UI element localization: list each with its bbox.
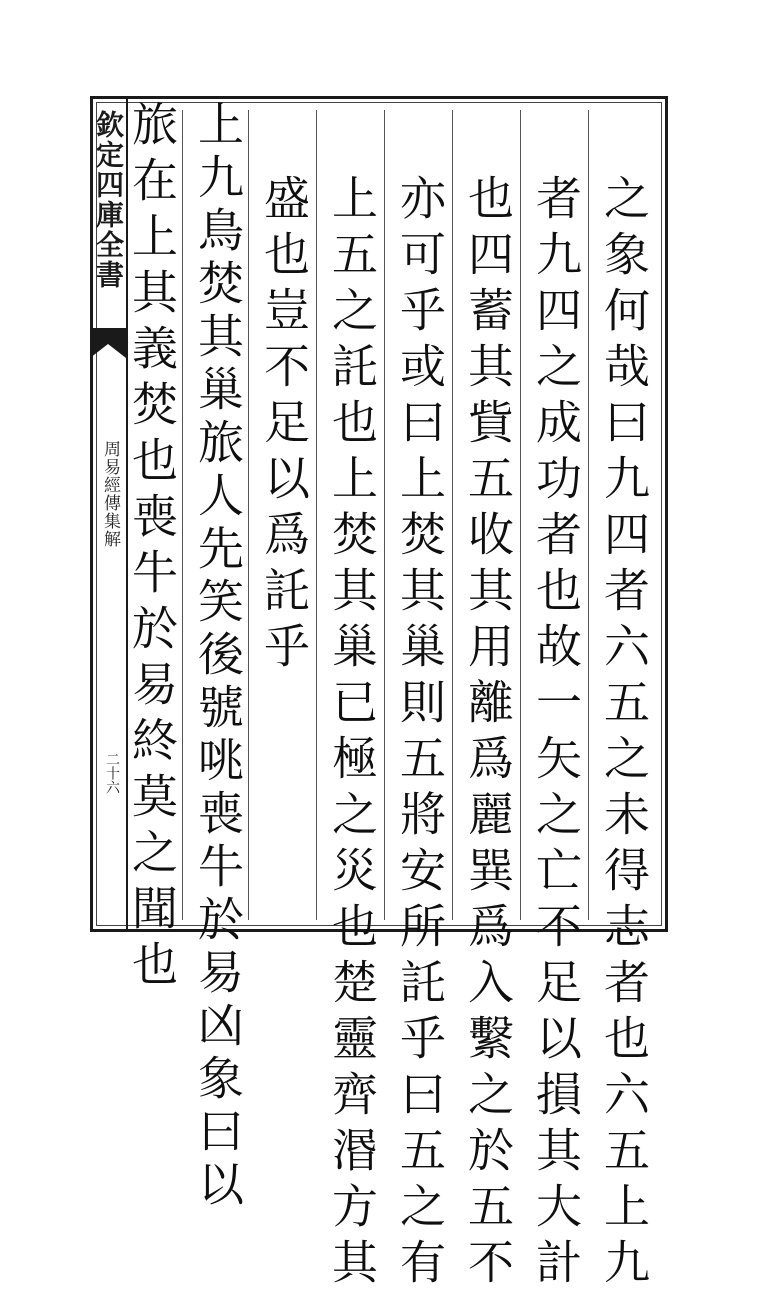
page-number: 二十六 (104, 752, 120, 794)
text-column-4: 亦可乎或曰上焚其巢則五將安所託乎曰五之有 (393, 174, 447, 1294)
text-column-2: 者九四之成功者也故一矢之亡不足以損其大計 (529, 174, 583, 1294)
column-divider (316, 110, 317, 920)
text-column-3: 也四蓄其貲五收其用離爲麗巽爲入繫之於五不 (461, 174, 515, 1294)
collection-title: 欽定四庫全書 (92, 110, 125, 290)
column-divider (384, 110, 385, 920)
text-column-6: 盛也豈不足以爲託乎 (257, 174, 311, 678)
text-column-7: 上九鳥焚其巢旅人先笑後號咷喪牛於易凶象曰以 (191, 100, 245, 1213)
column-divider (520, 110, 521, 920)
column-divider (588, 110, 589, 920)
text-column-8: 旅在上其義焚也喪牛於易終莫之聞也 (125, 100, 179, 996)
text-column-5: 上五之託也上焚其巢已極之災也楚靈齊湣方其 (325, 174, 379, 1294)
book-subtitle: 周易經傳集解 (100, 440, 120, 548)
text-column-1: 之象何哉曰九四者六五之未得志者也六五上九 (597, 174, 651, 1294)
column-divider (452, 110, 453, 920)
